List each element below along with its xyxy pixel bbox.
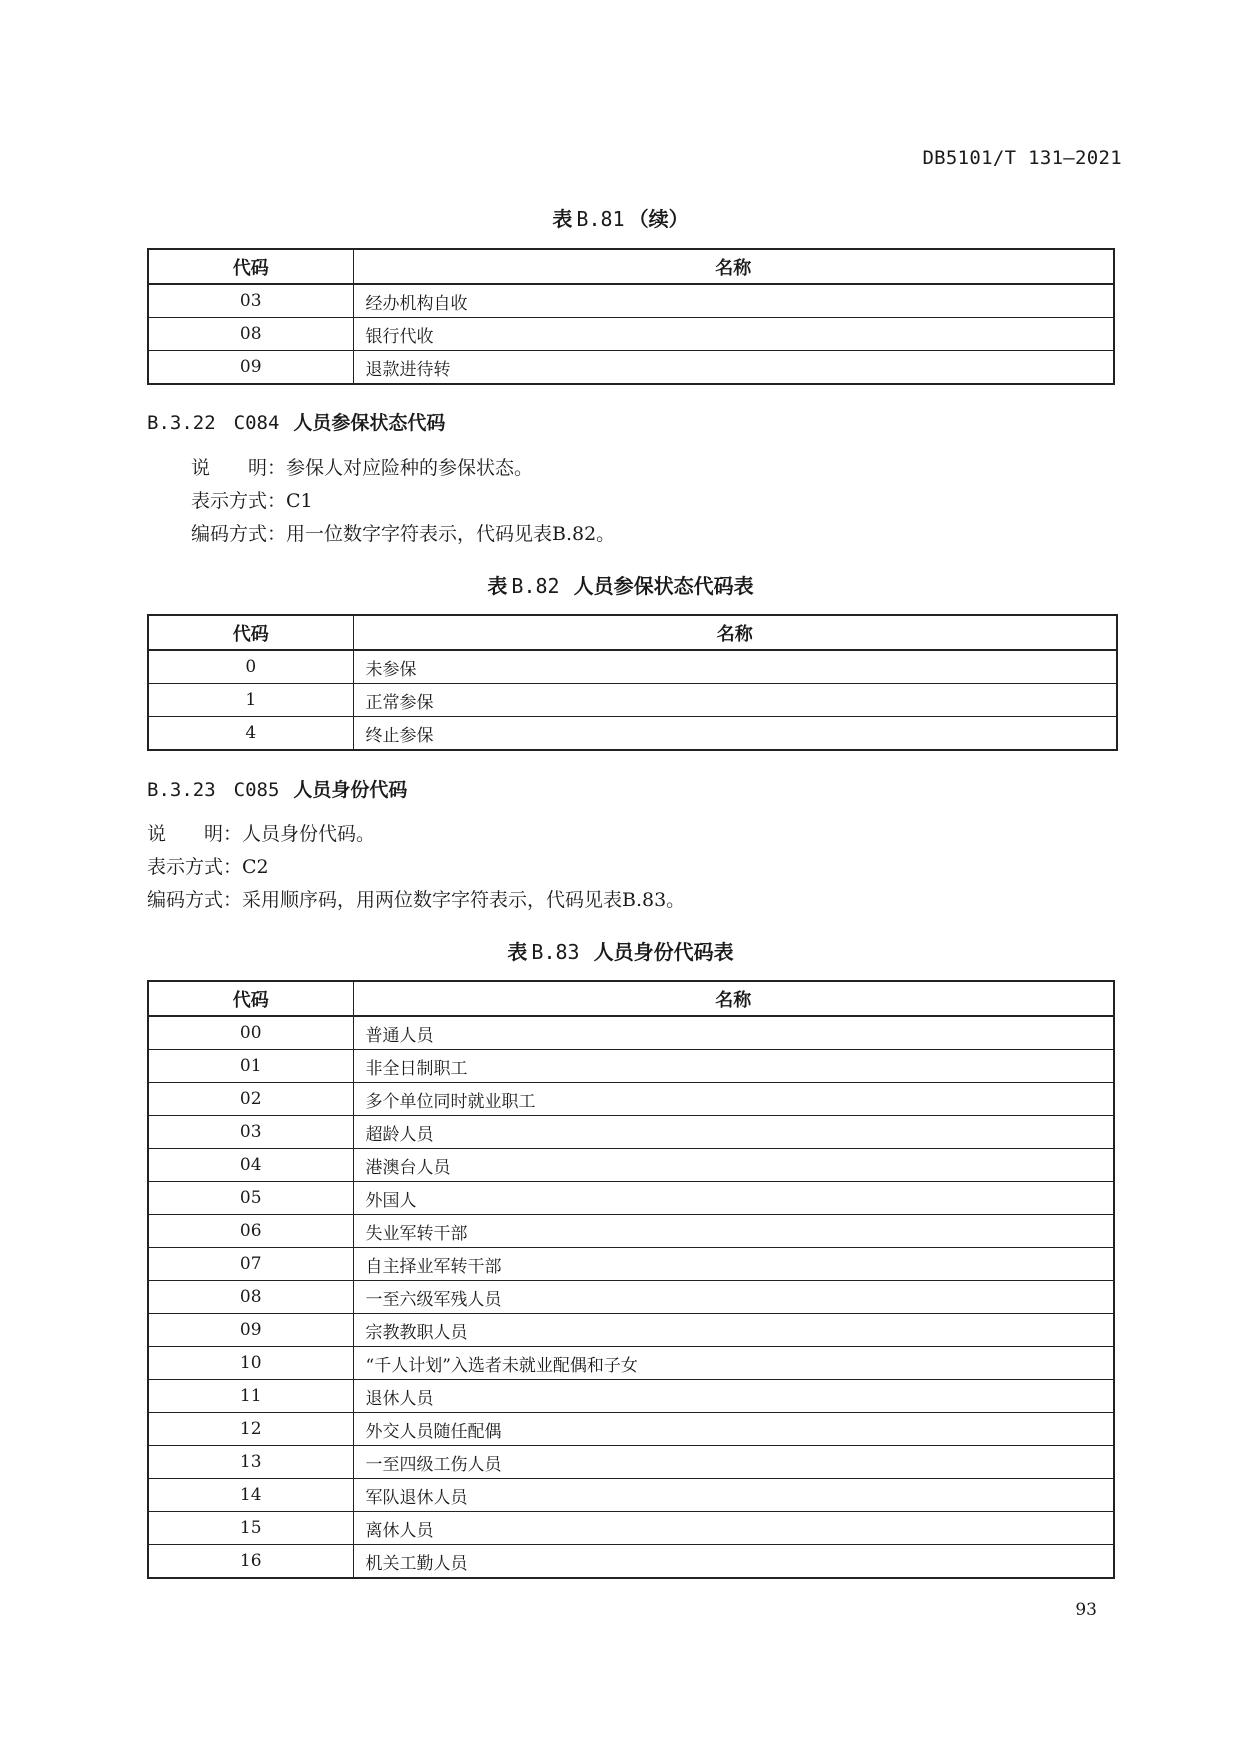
cell-code: 01 (148, 1050, 353, 1083)
section-code: C084 (233, 412, 280, 434)
table-row (148, 1314, 1114, 1347)
caption-suffix: （续） (628, 207, 689, 231)
cell-code: 08 (148, 1281, 353, 1314)
section-b322-body (191, 452, 615, 551)
section-title: 人员身份代码 (293, 779, 408, 801)
cell-name: 一至六级军残人员 (353, 1281, 1114, 1314)
table-row (148, 1380, 1114, 1413)
cell-code: 0 (148, 650, 353, 684)
table-row (148, 1479, 1114, 1512)
cell-code: 06 (148, 1215, 353, 1248)
description-line: 说 明：参保人对应险种的参保状态。 (191, 457, 534, 479)
cell-name: “千人计划”入选者未就业配偶和子女 (353, 1347, 1114, 1380)
encoding-line: 编码方式：用一位数字字符表示，代码见表B.82。 (191, 523, 616, 545)
table-row (148, 1545, 1114, 1579)
cell-name: 军队退休人员 (353, 1479, 1114, 1512)
section-number: B.3.22 (147, 412, 216, 434)
cell-name: 多个单位同时就业职工 (353, 1083, 1114, 1116)
column-header-code: 代码 (148, 249, 353, 284)
cell-code: 03 (148, 1116, 353, 1149)
cell-code: 16 (148, 1545, 353, 1579)
section-heading-b322 (147, 408, 445, 435)
representation-line: 表示方式：C1 (191, 490, 313, 512)
caption-title: 人员身份代码表 (593, 940, 734, 964)
cell-name: 退休人员 (353, 1380, 1114, 1413)
table-row (148, 1248, 1114, 1281)
cell-code: 05 (148, 1182, 353, 1215)
table-row (148, 1512, 1114, 1545)
caption-prefix: 表 (487, 574, 508, 598)
cell-name: 普通人员 (353, 1016, 1114, 1050)
caption-prefix: 表 (507, 940, 528, 964)
column-header-name: 名称 (353, 249, 1114, 284)
cell-code: 13 (148, 1446, 353, 1479)
section-number: B.3.23 (147, 779, 216, 801)
cell-code: 00 (148, 1016, 353, 1050)
cell-name: 失业军转干部 (353, 1215, 1114, 1248)
cell-name: 宗教教职人员 (353, 1314, 1114, 1347)
cell-code: 09 (148, 1314, 353, 1347)
column-header-code: 代码 (148, 615, 353, 650)
encoding-line: 编码方式：采用顺序码，用两位数字字符表示，代码见表B.83。 (147, 889, 686, 911)
cell-name: 终止参保 (353, 717, 1117, 751)
cell-name: 一至四级工伤人员 (353, 1446, 1114, 1479)
table-row (148, 318, 1114, 351)
table-row (148, 1149, 1114, 1182)
column-header-name: 名称 (353, 615, 1117, 650)
caption-number: B.81 (576, 207, 625, 231)
cell-name: 超龄人员 (353, 1116, 1114, 1149)
cell-code: 02 (148, 1083, 353, 1116)
table-row (148, 1347, 1114, 1380)
caption-number: B.83 (531, 940, 580, 964)
table-row (148, 650, 1117, 684)
table-b81 (147, 248, 1115, 385)
page-number: 93 (1075, 1600, 1097, 1620)
table-row (148, 717, 1117, 751)
table-b82 (147, 614, 1118, 751)
cell-name: 自主择业军转干部 (353, 1248, 1114, 1281)
table-row (148, 1413, 1114, 1446)
cell-code: 4 (148, 717, 353, 751)
cell-name: 港澳台人员 (353, 1149, 1114, 1182)
cell-name: 经办机构自收 (353, 284, 1114, 318)
description-line: 说 明：人员身份代码。 (147, 823, 376, 845)
table-row (148, 284, 1114, 318)
section-code: C085 (233, 779, 280, 801)
table-row (148, 1016, 1114, 1050)
cell-code: 14 (148, 1479, 353, 1512)
section-heading-b323 (147, 775, 407, 802)
table-row (148, 1116, 1114, 1149)
cell-name: 银行代收 (353, 318, 1114, 351)
caption-title: 人员参保状态代码表 (573, 574, 754, 598)
section-title: 人员参保状态代码 (293, 412, 446, 434)
table-row (148, 351, 1114, 385)
section-b323-body (147, 818, 685, 917)
table-b83 (147, 980, 1115, 1579)
cell-code: 15 (148, 1512, 353, 1545)
cell-code: 09 (148, 351, 353, 385)
table-row (148, 1215, 1114, 1248)
table-row (148, 1446, 1114, 1479)
representation-line: 表示方式：C2 (147, 856, 269, 878)
cell-code: 08 (148, 318, 353, 351)
cell-code: 11 (148, 1380, 353, 1413)
table-row (148, 684, 1117, 717)
table-b83-caption (0, 936, 1241, 965)
cell-name: 非全日制职工 (353, 1050, 1114, 1083)
table-row (148, 1281, 1114, 1314)
table-b82-caption (0, 570, 1241, 599)
table-row (148, 1050, 1114, 1083)
cell-name: 机关工勤人员 (353, 1545, 1114, 1579)
cell-code: 04 (148, 1149, 353, 1182)
cell-code: 12 (148, 1413, 353, 1446)
table-b81-caption (0, 203, 1241, 232)
cell-code: 03 (148, 284, 353, 318)
cell-name: 离休人员 (353, 1512, 1114, 1545)
cell-code: 10 (148, 1347, 353, 1380)
cell-name: 退款进待转 (353, 351, 1114, 385)
caption-prefix: 表 (552, 207, 573, 231)
cell-name: 外交人员随任配偶 (353, 1413, 1114, 1446)
document-code: DB5101/T 131—2021 (922, 147, 1122, 169)
cell-name: 外国人 (353, 1182, 1114, 1215)
table-row (148, 1182, 1114, 1215)
cell-code: 1 (148, 684, 353, 717)
cell-name: 未参保 (353, 650, 1117, 684)
column-header-name: 名称 (353, 981, 1114, 1016)
column-header-code: 代码 (148, 981, 353, 1016)
table-row (148, 1083, 1114, 1116)
caption-number: B.82 (511, 574, 560, 598)
cell-code: 07 (148, 1248, 353, 1281)
cell-name: 正常参保 (353, 684, 1117, 717)
